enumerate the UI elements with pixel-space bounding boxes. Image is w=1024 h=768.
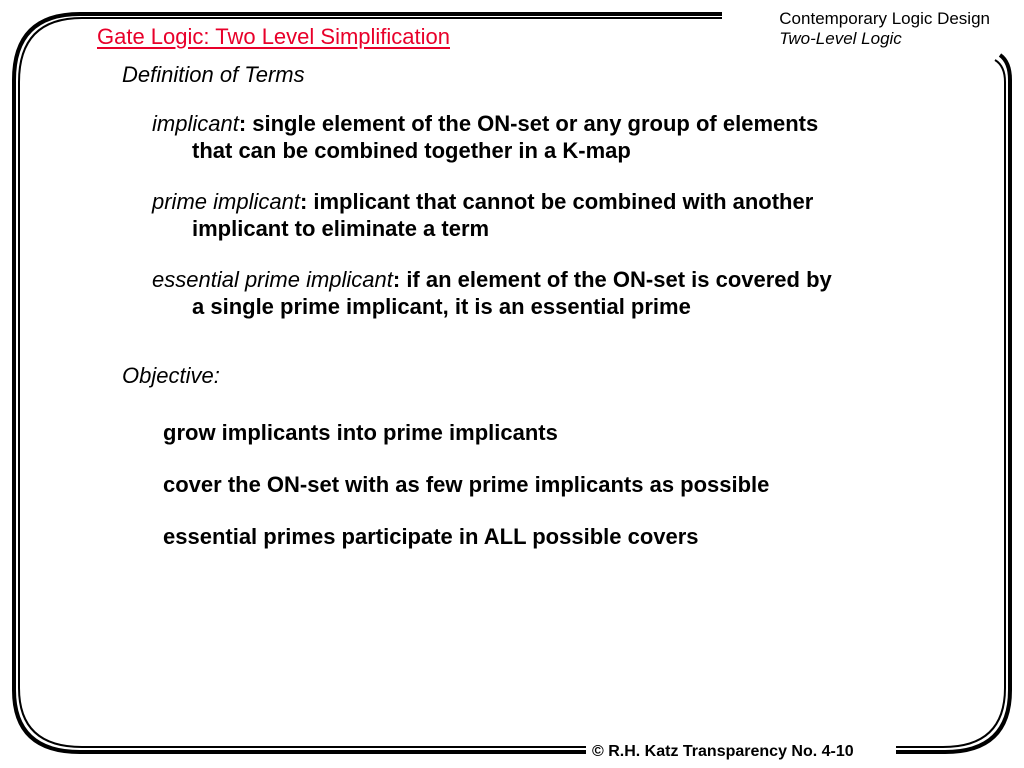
definitions-heading: Definition of Terms: [122, 62, 305, 87]
header-course-info: [773, 9, 994, 51]
term-definition-line2: implicant to eliminate a term: [192, 216, 490, 241]
objective-item: grow implicants into prime implicants: [163, 420, 558, 445]
term-definition-line2: that can be combined together in a K-map: [192, 138, 631, 163]
objective-item: cover the ON-set with as few prime implicants as possible: [163, 472, 770, 497]
objective-heading: Objective:: [122, 363, 220, 388]
course-title: Contemporary Logic Design: [779, 9, 990, 28]
chapter-title: Two-Level Logic: [779, 29, 902, 48]
term-essential-prime-implicant: [152, 266, 982, 320]
term-definition-line2: a single prime implicant, it is an essential prime: [192, 294, 691, 319]
term-word: essential prime implicant: [152, 267, 393, 292]
term-definition-line1: : if an element of the ON-set is covered by: [392, 267, 832, 292]
term-definition-line1: : single element of the ON-set or any group of elements: [238, 111, 819, 136]
term-word: implicant: [152, 111, 239, 136]
footer-credit: © R.H. Katz Transparency No. 4-10: [586, 742, 860, 762]
term-implicant: [152, 110, 982, 164]
term-prime-implicant: [152, 188, 982, 242]
objective-item: essential primes participate in ALL possible covers: [163, 524, 699, 549]
slide-title: Gate Logic: Two Level Simplification: [97, 24, 450, 49]
term-word: prime implicant: [152, 189, 300, 214]
term-definition-line1: : implicant that cannot be combined with another: [299, 189, 814, 214]
